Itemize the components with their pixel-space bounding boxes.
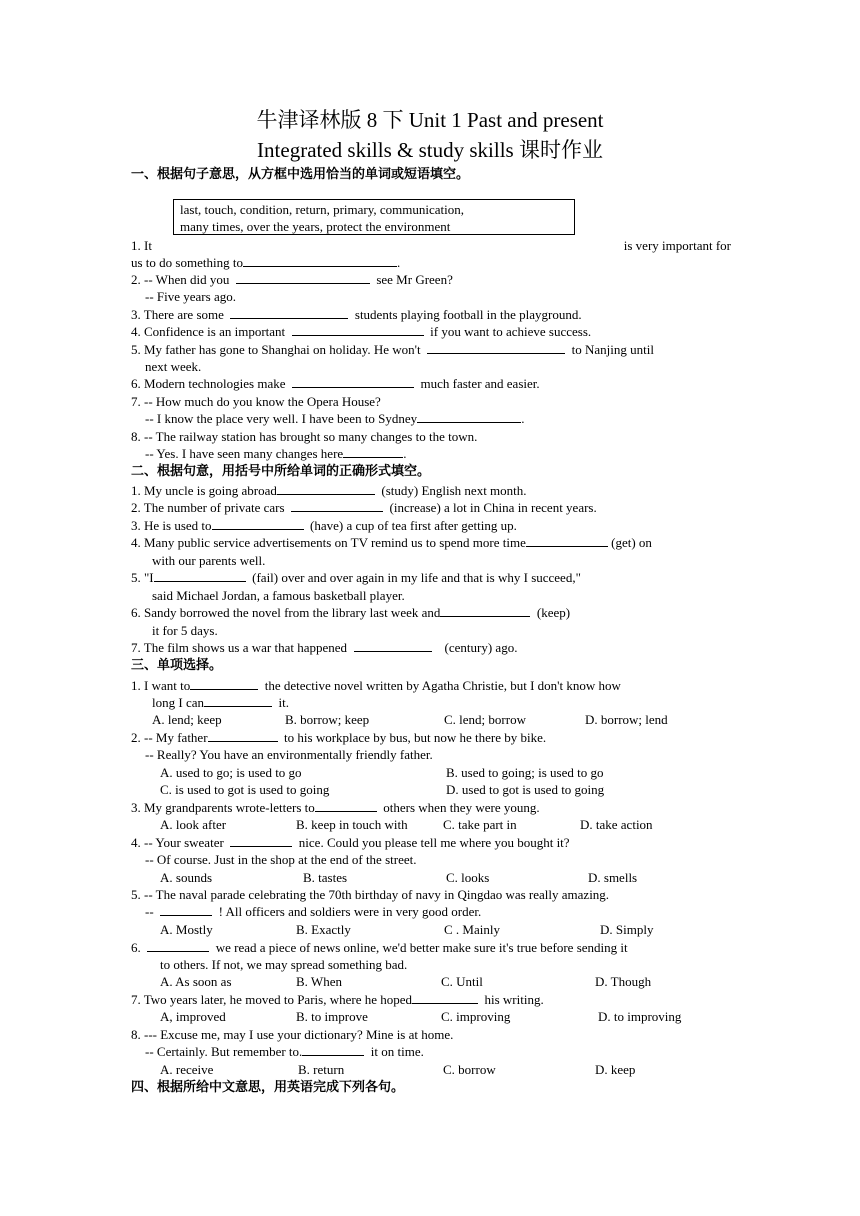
option-c[interactable]: C. borrow [443, 1062, 496, 1077]
option-b[interactable]: B. return [298, 1062, 345, 1077]
question-1-2: 2. -- When did you see Mr Green? [131, 272, 453, 287]
section-heading-4: 四、根据所给中文意思，用英语完成下列各句。 [131, 1080, 405, 1095]
option-d[interactable]: D. smells [588, 870, 638, 885]
option-c[interactable]: C. improving [441, 1009, 511, 1024]
question-1-4: 4. Confidence is an important if you want to achieve success. [131, 324, 592, 339]
option-a[interactable]: A. look after [160, 817, 227, 832]
answer-blank[interactable] [302, 1043, 364, 1056]
answer-blank[interactable] [292, 323, 424, 336]
question-3-8: 8. --- Excuse me, may I use your dictionary? Mine is at home. [131, 1027, 454, 1042]
question-1-3: 3. There are some students playing football in the playground. [131, 307, 582, 322]
page-title: 牛津译林版 8 下 Unit 1 Past and present [256, 108, 604, 132]
question-3-5: 5. -- The naval parade celebrating the 70th birthday of navy in Qingdao was really amazing. [131, 887, 610, 902]
option-b[interactable]: B. keep in touch with [296, 817, 408, 832]
question-3-7: 7. Two years later, he moved to Paris, where he hoped his writing. [131, 992, 544, 1007]
option-c[interactable]: C. take part in [443, 817, 517, 832]
question-3-8-reply: -- Certainly. But remember to. it on time. [145, 1044, 424, 1059]
question-2-3: 3. He is used to (have) a cup of tea first after getting up. [131, 518, 517, 533]
option-d[interactable]: D. to improving [598, 1009, 682, 1024]
question-2-2: 2. The number of private cars (increase) a lot in China in recent years. [131, 500, 597, 515]
question-1-5: 5. My father has gone to Shanghai on holiday. He won't to Nanjing until [131, 342, 654, 357]
option-a[interactable]: A. lend; keep [152, 712, 222, 727]
option-b[interactable]: B. used to going; is used to go [446, 765, 604, 780]
answer-blank[interactable] [440, 604, 530, 617]
answer-blank[interactable] [343, 445, 403, 458]
answer-blank[interactable] [204, 694, 272, 707]
section-heading-2: 二、根据句意，用括号中所给单词的正确形式填空。 [131, 464, 431, 479]
section-heading-3: 三、单项选择。 [131, 658, 223, 673]
answer-blank[interactable] [243, 254, 397, 267]
option-a[interactable]: A. Mostly [160, 922, 213, 937]
question-1-8-reply: -- Yes. I have seen many changes here . [145, 446, 407, 461]
option-b[interactable]: B. borrow; keep [285, 712, 370, 727]
section-heading-1: 一、根据句子意思，从方框中选用恰当的单词或短语填空。 [131, 167, 470, 182]
answer-blank[interactable] [412, 991, 478, 1004]
answer-blank[interactable] [354, 639, 432, 652]
option-a[interactable]: A. As soon as [160, 974, 232, 989]
answer-blank[interactable] [417, 410, 521, 423]
option-d[interactable]: D. borrow; lend [585, 712, 668, 727]
answer-blank[interactable] [292, 375, 414, 388]
option-a[interactable]: A. used to go; is used to go [160, 765, 302, 780]
question-1-1 [131, 237, 731, 254]
question-1-5-cont: next week. [145, 359, 202, 374]
answer-blank[interactable] [154, 569, 246, 582]
option-b[interactable]: B. tastes [303, 870, 348, 885]
option-d[interactable]: D. keep [595, 1062, 636, 1077]
option-c[interactable]: C. is used to got is used to going [160, 782, 330, 797]
question-text: is very important for [623, 238, 731, 253]
question-2-5-cont: said Michael Jordan, a famous basketball player. [152, 588, 405, 603]
answer-blank[interactable] [315, 799, 377, 812]
answer-blank[interactable] [236, 271, 370, 284]
answer-blank[interactable] [190, 677, 258, 690]
answer-blank[interactable] [427, 341, 565, 354]
option-a[interactable]: A. sounds [160, 870, 213, 885]
question-2-1: 1. My uncle is going abroad (study) English next month. [131, 483, 527, 498]
option-c[interactable]: C. Until [441, 974, 483, 989]
answer-blank[interactable] [526, 534, 608, 547]
answer-blank[interactable] [208, 729, 278, 742]
question-1-8: 8. -- The railway station has brought so many changes to the town. [131, 429, 478, 444]
option-d[interactable]: D. used to got is used to going [446, 782, 605, 797]
option-c[interactable]: C. lend; borrow [444, 712, 526, 727]
answer-blank[interactable] [291, 499, 383, 512]
option-d[interactable]: D. Simply [600, 922, 654, 937]
word-box [173, 199, 575, 235]
question-2-5: 5. "I (fail) over and over again in my life and that is why I succeed," [131, 570, 581, 585]
answer-blank[interactable] [160, 903, 212, 916]
question-2-4-cont: with our parents well. [152, 553, 266, 568]
question-1-1-cont: us to do something to . [131, 255, 401, 270]
question-3-3: 3. My grandparents wrote-letters to others when they were young. [131, 800, 540, 815]
word-box-line-2: many times, over the years, protect the environment [180, 219, 451, 234]
question-3-2: 2. -- My father to his workplace by bus, but now he there by bike. [131, 730, 547, 745]
answer-blank[interactable] [230, 834, 292, 847]
word-box-line-1: last, touch, condition, return, primary, communication, [180, 202, 465, 217]
option-c[interactable]: C . Mainly [444, 922, 500, 937]
option-d[interactable]: D. take action [580, 817, 653, 832]
question-1-7: 7. -- How much do you know the Opera House? [131, 394, 381, 409]
option-a[interactable]: A, improved [160, 1009, 226, 1024]
question-3-6: 6. we read a piece of news online, we'd better make sure it's true before sending it [131, 940, 628, 955]
question-3-6-cont: to others. If not, we may spread something bad. [160, 957, 408, 972]
question-3-4: 4. -- Your sweater nice. Could you please tell me where you bought it? [131, 835, 570, 850]
question-3-1-cont: long I can it. [152, 695, 289, 710]
question-3-5-reply: -- ! All officers and soldiers were in very good order. [145, 904, 482, 919]
answer-blank[interactable] [147, 939, 209, 952]
question-2-7: 7. The film shows us a war that happened (century) ago. [131, 640, 518, 655]
question-text: 1. It [131, 238, 152, 253]
question-2-6-cont: it for 5 days. [152, 623, 218, 638]
question-2-6: 6. Sandy borrowed the novel from the library last week and (keep) [131, 605, 571, 620]
question-3-1: 1. I want to the detective novel written by Agatha Christie, but I don't know how [131, 678, 621, 693]
option-b[interactable]: B. When [296, 974, 342, 989]
question-1-6: 6. Modern technologies make much faster and easier. [131, 376, 540, 391]
question-1-7-reply: -- I know the place very well. I have been to Sydney . [145, 411, 525, 426]
question-2-4: 4. Many public service advertisements on TV remind us to spend more time (get) on [131, 535, 652, 550]
answer-blank[interactable] [230, 306, 348, 319]
option-d[interactable]: D. Though [595, 974, 652, 989]
question-1-2-reply: -- Five years ago. [145, 289, 236, 304]
option-b[interactable]: B. to improve [296, 1009, 368, 1024]
answer-blank[interactable] [277, 482, 375, 495]
page-subtitle: Integrated skills & study skills 课时作业 [257, 138, 603, 162]
question-3-2-reply: -- Really? You have an environmentally friendly father. [145, 747, 433, 762]
answer-blank[interactable] [212, 517, 304, 530]
option-c[interactable]: C. looks [446, 870, 490, 885]
option-a[interactable]: A. receive [160, 1062, 214, 1077]
question-3-4-reply: -- Of course. Just in the shop at the end of the street. [145, 852, 417, 867]
option-b[interactable]: B. Exactly [296, 922, 351, 937]
